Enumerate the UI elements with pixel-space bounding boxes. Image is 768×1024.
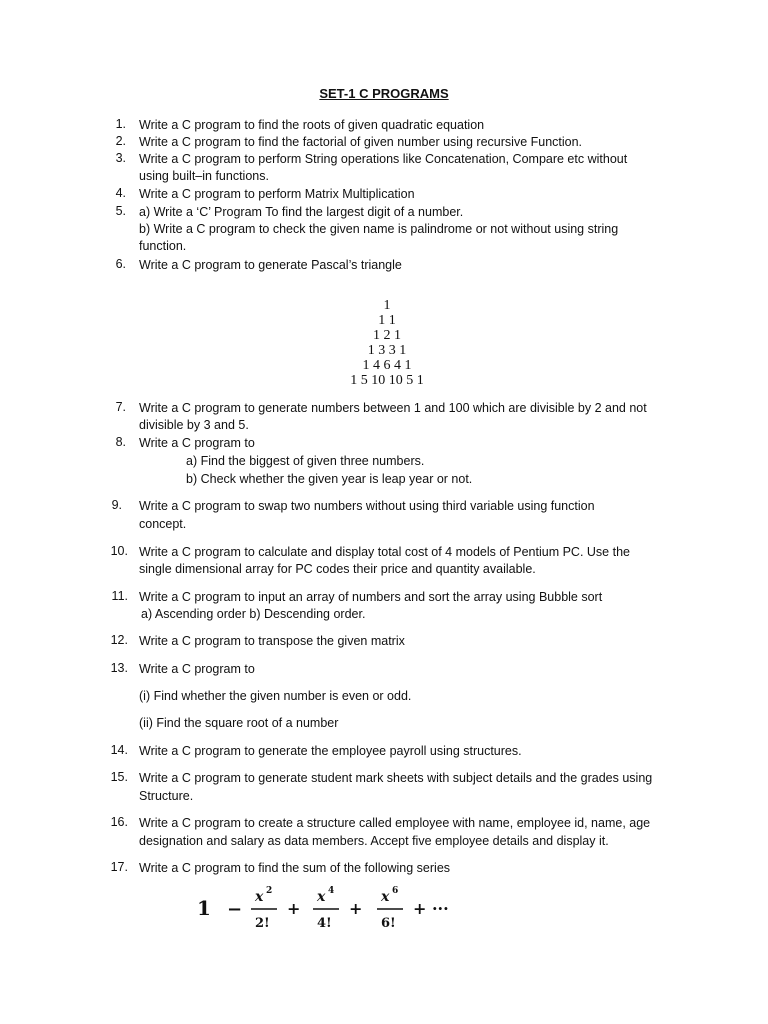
question-number: 7. xyxy=(115,400,126,414)
question-text: Write a C program to generate the employee payroll using structures. xyxy=(139,744,522,758)
series-plus: + xyxy=(287,899,301,918)
question-text: b) Write a C program to check the given name is palindrome or not without using string xyxy=(139,222,619,236)
question-text: Write a C program to perform String operations like Concatenation, Compare etc without xyxy=(139,152,628,166)
question-text: a) Ascending order b) Descending order. xyxy=(141,607,366,621)
question-text: Structure. xyxy=(139,789,194,803)
question-text: Write a C program to generate numbers between 1 and 100 which are divisible by 2 and not xyxy=(139,401,647,415)
question-text: concept. xyxy=(139,517,187,531)
series-denominator: 6! xyxy=(381,916,396,931)
question-text: Write a C program to transpose the given matrix xyxy=(139,634,405,648)
pascal-row: 1 2 1 xyxy=(373,328,401,343)
question-text: function. xyxy=(139,239,187,253)
pascal-row: 1 1 xyxy=(378,313,396,328)
question-number: 6. xyxy=(115,257,126,271)
pascal-triangle-figure xyxy=(322,296,452,388)
question-number: 14. xyxy=(110,743,128,757)
series-exponent: 2 xyxy=(266,886,273,896)
question-number: 11. xyxy=(111,589,128,603)
question-number: 13. xyxy=(110,661,128,675)
question-number: 4. xyxy=(115,186,126,200)
series-numerator-x: x xyxy=(255,889,264,905)
series-denominator: 4! xyxy=(317,916,332,931)
question-number: 15. xyxy=(110,770,128,784)
pascal-row: 1 xyxy=(383,298,391,313)
question-number: 12. xyxy=(110,633,128,647)
series-formula xyxy=(195,884,475,934)
question-number: 17. xyxy=(110,860,128,874)
question-text: Write a C program to generate student mark sheets with subject details and the grades using xyxy=(139,771,653,785)
question-number: 10. xyxy=(110,544,128,558)
question-text: a) Write a ‘C’ Program To find the largest digit of a number. xyxy=(139,205,464,219)
page-title: SET-1 C PROGRAMS xyxy=(319,86,449,101)
question-text: Write a C program to create a structure called employee with name, employee id, name, age xyxy=(139,816,651,830)
question-number: 5. xyxy=(115,204,126,218)
series-numerator-x: x xyxy=(317,889,326,905)
question-subitem: (i) Find whether the given number is even or odd. xyxy=(139,689,412,703)
question-number: 8. xyxy=(115,435,126,449)
pascal-row: 1 5 10 10 5 1 xyxy=(350,373,424,388)
question-subitem: b) Check whether the given year is leap year or not. xyxy=(186,472,473,486)
question-number: 16. xyxy=(110,815,128,829)
series-term-one: 1 xyxy=(197,896,211,920)
series-denominator: 2! xyxy=(255,916,270,931)
question-number: 2. xyxy=(115,134,126,148)
question-subitem: (ii) Find the square root of a number xyxy=(139,716,339,730)
question-text: Write a C program to find the sum of the following series xyxy=(139,861,451,875)
question-text: Write a C program to xyxy=(139,662,255,676)
series-ellipsis: + ··· xyxy=(413,899,449,918)
question-number: 1. xyxy=(115,117,126,131)
question-text: Write a C program to xyxy=(139,436,255,450)
pascal-row: 1 4 6 4 1 xyxy=(362,358,412,373)
pascal-row: 1 3 3 1 xyxy=(367,343,407,358)
question-number: 9. xyxy=(111,498,122,512)
series-minus: − xyxy=(227,899,243,920)
question-text: Write a C program to input an array of numbers and sort the array using Bubble sort xyxy=(139,590,603,604)
series-exponent: 6 xyxy=(392,886,399,896)
question-text: Write a C program to perform Matrix Multiplication xyxy=(139,187,415,201)
series-numerator-x: x xyxy=(381,889,390,905)
question-text: Write a C program to generate Pascal’s triangle xyxy=(139,258,402,272)
question-text: Write a C program to find the factorial of given number using recursive Function. xyxy=(139,135,583,149)
series-plus: + xyxy=(349,899,363,918)
question-subitem: a) Find the biggest of given three numbers. xyxy=(186,454,425,468)
question-text: divisible by 3 and 5. xyxy=(139,418,249,432)
question-number: 3. xyxy=(115,151,126,165)
question-text: using built–in functions. xyxy=(139,169,269,183)
question-text: single dimensional array for PC codes their price and quantity available. xyxy=(139,562,536,576)
series-exponent: 4 xyxy=(328,886,335,896)
question-text: Write a C program to swap two numbers without using third variable using function xyxy=(139,499,595,513)
question-text: Write a C program to find the roots of given quadratic equation xyxy=(139,118,485,132)
question-text: designation and salary as data members. Accept five employee details and display it. xyxy=(139,834,609,848)
question-text: Write a C program to calculate and display total cost of 4 models of Pentium PC. Use the xyxy=(139,545,630,559)
